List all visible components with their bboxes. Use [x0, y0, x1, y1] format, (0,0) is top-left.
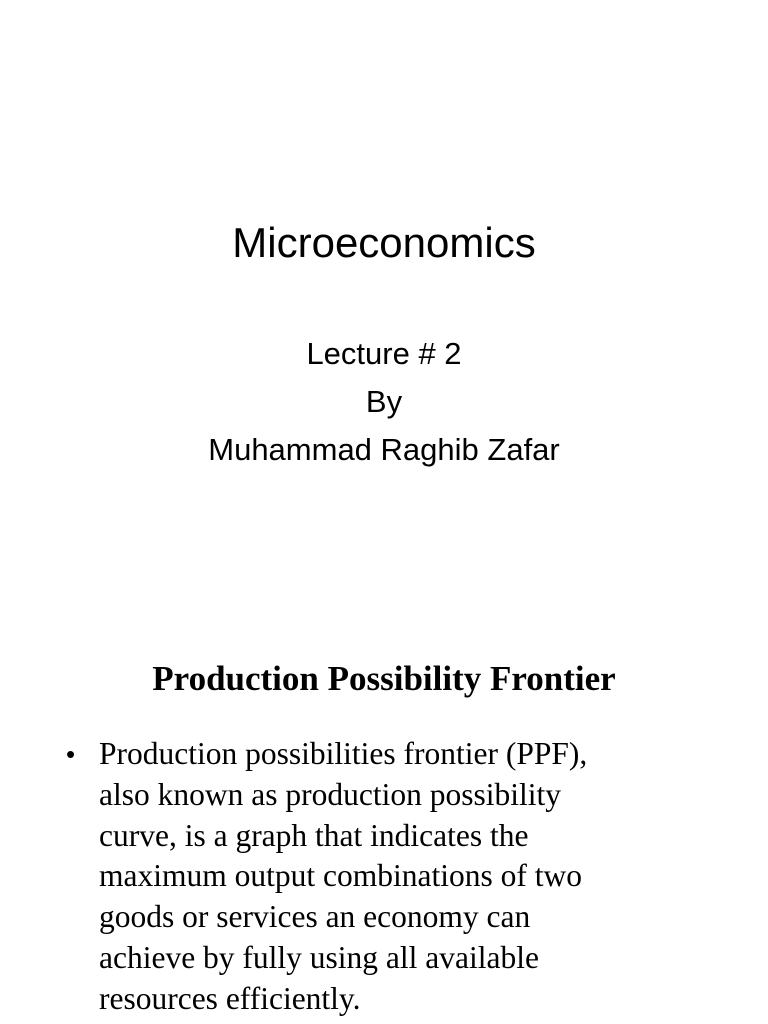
lecture-number: Lecture # 2 [306, 336, 462, 371]
slide-subtitle [0, 330, 768, 474]
bullet-text-line: also known as production possibility [99, 776, 561, 812]
bullet-text-line: achieve by fully using all available [99, 939, 539, 975]
bullet-item [64, 734, 714, 1020]
bullet-text-line: goods or services an economy can [99, 899, 531, 935]
bullet-text-line: Production possibilities frontier (PPF), [99, 736, 588, 771]
bullet-text-line: curve, is a graph that indicates the [99, 817, 529, 853]
bullet-icon: • [66, 739, 76, 769]
bullet-text-line: maximum output combinations of two [99, 858, 582, 894]
slide-title: Microeconomics [232, 219, 536, 266]
content-slide [0, 576, 768, 1024]
bullet-text-line: resources efficiently. [99, 980, 361, 1016]
bullet-list [64, 734, 714, 1020]
author-name: Muhammad Raghib Zafar [208, 432, 560, 467]
by-label: By [365, 384, 403, 419]
slide-heading: Production Possibility Frontier [152, 659, 616, 698]
